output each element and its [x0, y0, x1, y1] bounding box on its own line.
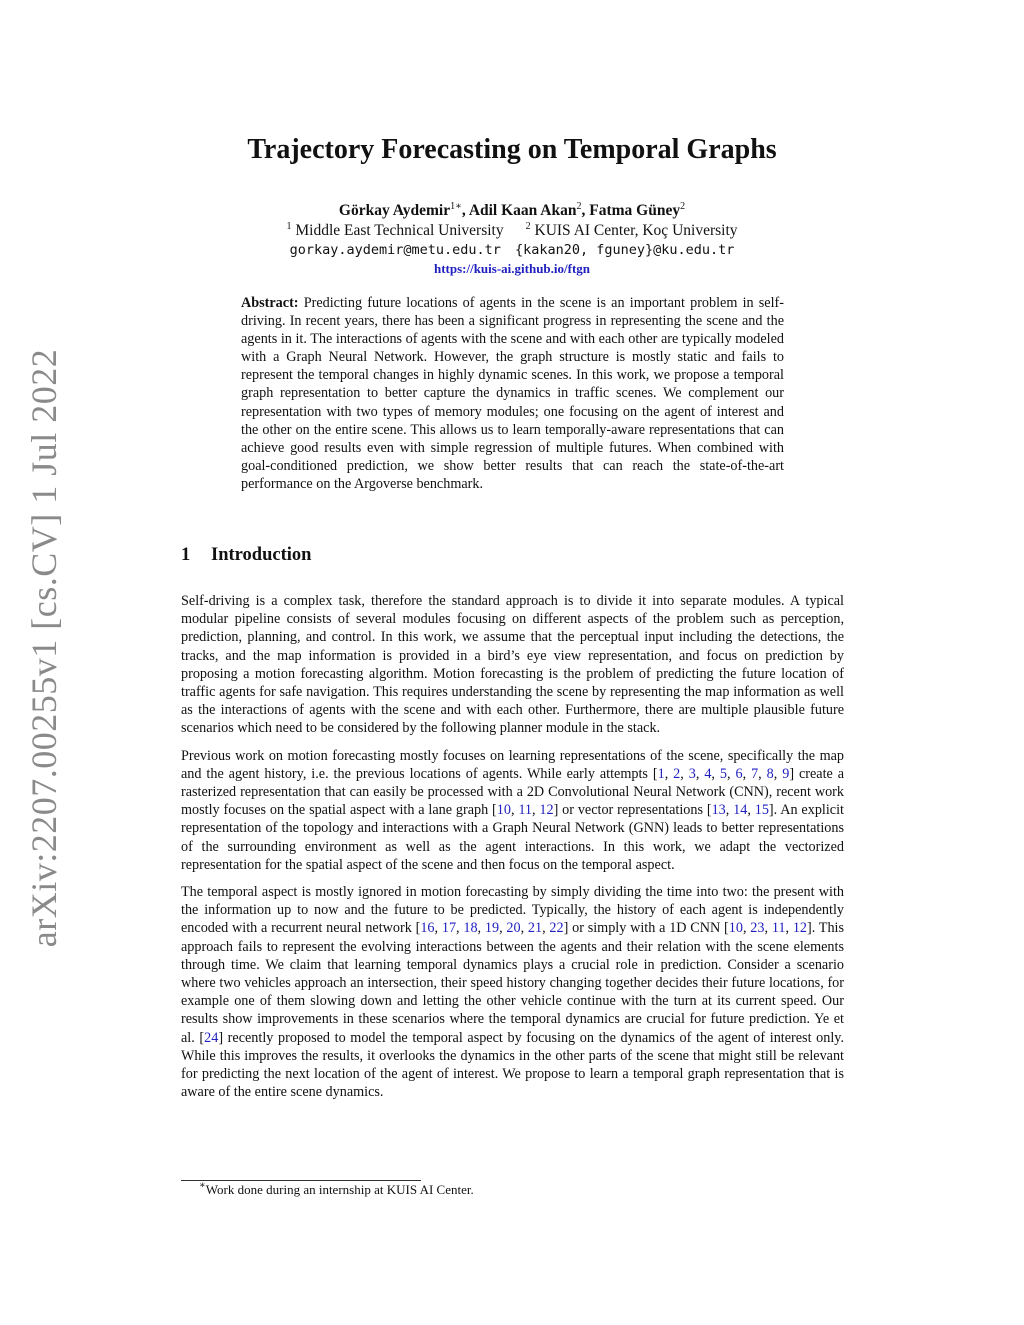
citation-link[interactable]: 22 — [549, 920, 564, 937]
affiliation-mark: 1 — [286, 221, 292, 232]
citation-link[interactable]: 11 — [771, 920, 786, 937]
citation-link[interactable]: 2 — [673, 765, 681, 782]
citation-link[interactable]: 9 — [782, 765, 790, 782]
citation-link[interactable]: 14 — [733, 802, 748, 819]
author-separator: , — [581, 202, 590, 219]
footnote-text: Work done during an internship at KUIS AI Center. — [205, 1182, 474, 1197]
author-mark: 2 — [680, 201, 686, 212]
arxiv-identifier: arXiv:2207.00255v1 [cs.CV] 1 Jul 2022 — [24, 348, 64, 948]
project-link[interactable]: https://kuis-ai.github.io/ftgn — [433, 261, 591, 276]
citation-link[interactable]: 24 — [204, 1029, 219, 1046]
author-mark: 1∗ — [450, 201, 462, 212]
citation-link[interactable]: 20 — [506, 920, 521, 937]
citation-link[interactable]: 12 — [539, 802, 554, 819]
email[interactable]: gorkay.aydemir@metu.edu.tr — [289, 242, 501, 258]
citation-link[interactable]: 15 — [754, 802, 769, 819]
affiliation-name: Middle East Technical University — [295, 222, 504, 239]
citation-link[interactable]: 18 — [463, 920, 478, 937]
paragraph: Previous work on motion forecasting mostly focuses on learning representations of the scene, specifically the map and the agent history, i.e. the previous locations of agents. While early attempts [1, 2, 3, 4, 5, 6, 7, 8, 9] create a rasterized representation that can easily be processed with a 2D Convolutional Neural Network (CNN), recent work mostly focuses on the spatial aspect with a lane graph [10, 11, 12] or vector representations [13, 14, 15]. An explicit representation of the topology and interactions with a Graph Neural Network (GNN) leads to better representations of the surrounding environment as well as the agent interactions. In this work, we adapt the vectorized representation for the spatial aspect of the scene and then focus on the temporal aspect. — [181, 747, 845, 873]
citation-link[interactable]: 6 — [735, 765, 743, 782]
citation-link[interactable]: 1 — [657, 765, 665, 782]
citation-link[interactable]: 11 — [518, 802, 533, 819]
paper-title: Trajectory Forecasting on Temporal Graphs — [247, 134, 777, 165]
abstract-label: Abstract: — [241, 295, 299, 311]
citation-link[interactable]: 17 — [441, 920, 457, 937]
citation-link[interactable]: 12 — [792, 920, 807, 937]
abstract-text: Predicting future locations of agents in the scene is an important problem in self-driving. In recent years, there has been a significant progress in representing the scene and the agents in it. The interactions of agents with the scene and with each other are typically modeled with a Graph Neural Network. However, the graph structure is mostly static and fails to represent the temporal changes in highly dynamic scenes. In this work, we propose a temporal graph representation to better capture the dynamics in traffic scenes. We complement our representation with two types of memory modules; one focusing on the agent of interest and the other on the entire scene. This allows us to learn temporally-aware representations that can achieve good results even with simple regression of multiple futures. When combined with goal-conditioned prediction, we show better results that can reach the state-of-the-art performance on the Argoverse benchmark. — [241, 295, 784, 492]
author-name: Fatma Güney — [589, 202, 681, 219]
footnote-divider — [181, 1180, 421, 1181]
footnote-mark: ∗ — [199, 1180, 206, 1191]
footnote — [199, 1182, 474, 1198]
abstract — [241, 294, 784, 493]
affiliation-mark: 2 — [525, 221, 531, 232]
paragraph: The temporal aspect is mostly ignored in motion forecasting by simply dividing the time into two: the present with the information up to now and the future to be predicted. Typically, the history of each agent is independently encoded with a recurrent neural network [16, 17, 18, 19, 20, 21, 22] or simply with a 1D CNN [10, 23, 11, 12]. This approach fails to represent the evolving interactions between the agents and their relation with the scene elements through time. We claim that learning temporal dynamics plays a crucial role in prediction. Consider a scenario where two vehicles approach an intersection, their speed history changing together decides their future locations, for example one of them slowing down and letting the other vehicle continue with the turn at its current speed. Our results show improvements in these scenarios where the temporal dynamics are crucial for future prediction. Ye et al. [24] recently proposed to model the temporal aspect by focusing on the dynamics of the agent of interest only. While this improves the results, it overlooks the dynamics in the other parts of the scene that might still be relevant for predicting the next location of the agent of interest. We propose to learn a temporal graph representation that is aware of the entire scene dynamics. — [181, 884, 845, 1101]
author-list — [0, 202, 1024, 220]
author-emails — [0, 242, 1024, 258]
citation-link[interactable]: 8 — [766, 765, 774, 782]
section-number: 1 — [181, 545, 191, 565]
citation-link[interactable]: 3 — [688, 765, 696, 782]
affiliation-name: KUIS AI Center, Koç University — [534, 222, 738, 239]
affiliations — [0, 222, 1024, 240]
author-name: Görkay Aydemir — [338, 202, 451, 219]
citation-link[interactable]: 16 — [420, 920, 435, 937]
section-heading — [181, 545, 311, 566]
citation-link[interactable]: 7 — [751, 765, 759, 782]
email[interactable]: {kakan20, fguney}@ku.edu.tr — [514, 242, 735, 258]
citation-link[interactable]: 21 — [527, 920, 543, 937]
citation-link[interactable]: 19 — [484, 920, 500, 937]
citation-link[interactable]: 13 — [711, 802, 726, 819]
section-title: Introduction — [211, 545, 312, 565]
citation-link[interactable]: 10 — [496, 802, 511, 819]
citation-link[interactable]: 4 — [704, 765, 712, 782]
citation-link[interactable]: 10 — [728, 920, 743, 937]
introduction-body — [181, 592, 844, 1110]
author-separator: , — [461, 202, 469, 219]
citation-link[interactable]: 5 — [719, 765, 727, 782]
author-name: Adil Kaan Akan — [468, 202, 577, 219]
author-mark: 2 — [576, 201, 582, 212]
citation-link[interactable]: 23 — [750, 920, 765, 937]
paragraph: Self-driving is a complex task, therefore the standard approach is to divide it into separate modules. A typical modular pipeline consists of several modules focusing on different aspects of the problem such as perception, prediction, planning, and control. In this work, we assume that the perceptual input including the detections, the tracks, and the map information is provided in a bird’s eye view representation, and focus on prediction by proposing a motion forecasting algorithm. Motion forecasting is the problem of predicting the future location of traffic agents for safe navigation. This requires understanding the scene by representing the map information as well as the interactions of agents with the scene and with each other. Furthermore, there are multiple plausible future scenarios which need to be considered by the following planner module in the stack. — [181, 593, 844, 737]
